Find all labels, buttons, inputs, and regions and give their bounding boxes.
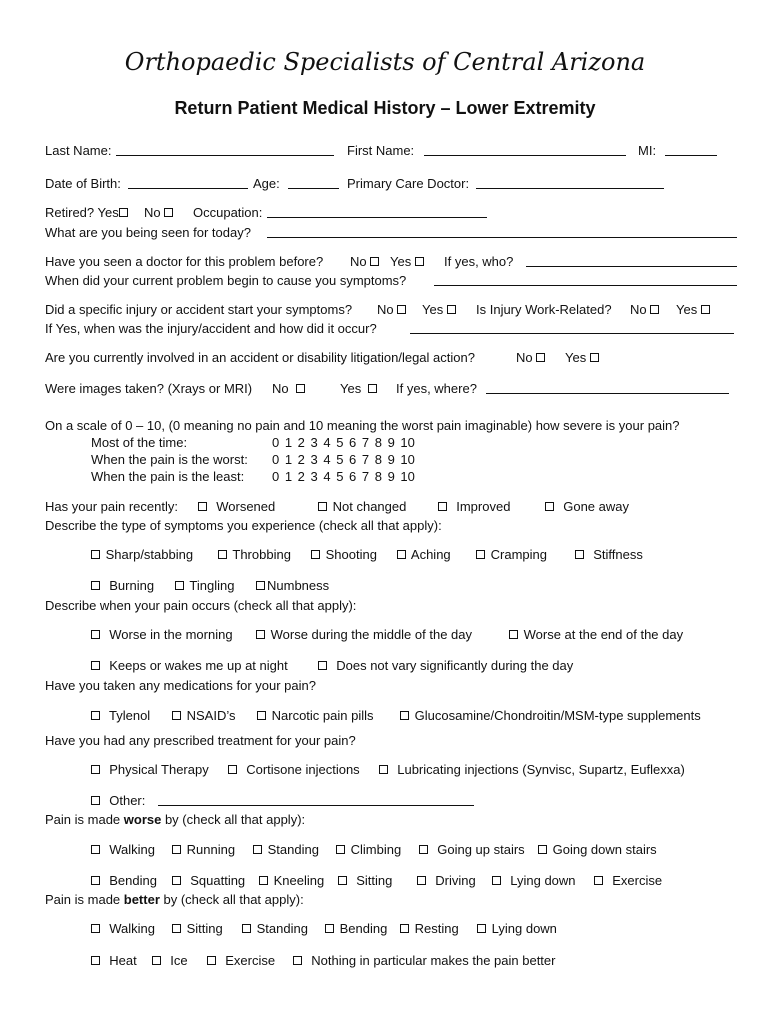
age-label: Age: [253,176,280,191]
checkbox[interactable] [400,924,409,933]
checkbox[interactable] [256,630,265,639]
option[interactable] [253,841,319,859]
how-occur-label: If Yes, when was the injury/accident and how did it occur? [45,321,377,336]
option-label: Numbness [267,578,330,593]
checkbox[interactable] [228,765,237,774]
option[interactable] [397,546,451,564]
option-label: Lying down [510,873,576,888]
option[interactable] [91,707,150,725]
if-yes-where-field[interactable] [486,393,729,394]
seen-doctor-row [0,253,770,271]
option-label: Bending [109,873,157,888]
option-label: Gone away [563,499,629,514]
checkbox[interactable] [509,630,518,639]
option-label: Lubricating injections (Synvisc, Supartz, Euflexxa) [397,762,685,777]
option[interactable] [218,546,291,564]
if-yes-where-label: If yes, where? [396,381,477,396]
option[interactable] [538,841,657,859]
pain-scale-row-label: Most of the time: [91,435,188,450]
option[interactable] [91,761,209,779]
medications-label-row [0,677,770,695]
symptoms-row [0,577,770,595]
option-label: Worse at the end of the day [523,627,684,642]
option-label: Bending [339,921,388,936]
retired-no-label: No [144,205,161,220]
pain-recent-label: Has your pain recently: [45,499,178,514]
option-label: Worse during the middle of the day [270,627,472,642]
how-occur-field[interactable] [410,333,734,334]
checkbox[interactable] [91,876,100,885]
checkbox[interactable] [318,661,327,670]
injury-yes-label: Yes [422,302,444,317]
mi-field[interactable] [665,155,717,156]
treatment-label: Have you had any prescribed treatment for your pain? [45,733,356,748]
checkbox[interactable] [198,502,207,511]
option-label: Sitting [356,873,393,888]
option-label: Ice [170,953,188,968]
option[interactable] [256,626,472,644]
option-label: Tylenol [109,708,151,723]
option[interactable] [379,761,685,779]
injury-label: Did a specific injury or accident start your symptoms? [45,302,353,317]
symptoms-row [0,546,770,564]
dob-field[interactable] [128,188,248,189]
option[interactable] [91,920,155,938]
occurs-row [0,657,770,675]
option[interactable] [91,841,155,859]
checkbox[interactable] [338,876,347,885]
option-label: Exercise [612,873,663,888]
pcp-label: Primary Care Doctor: [347,176,470,191]
images-yes-label: Yes [340,381,362,396]
option[interactable] [438,498,510,516]
other-label: Other: [109,793,146,808]
option[interactable] [400,920,459,938]
occurs-label-row [0,597,770,615]
checkbox[interactable] [545,502,554,511]
seen-doctor-no-label: No [350,254,367,269]
medications-label: Have you taken any medications for your pain? [45,678,316,693]
option-label: Cramping [490,547,547,562]
worse-row [0,841,770,859]
option-label: Standing [267,842,319,857]
option-label: Throbbing [232,547,291,562]
checkbox[interactable] [91,845,100,854]
retired-no-checkbox[interactable] [164,208,173,217]
seen-for-label: What are you being seen for today? [45,225,251,240]
option-label: Kneeling [273,873,325,888]
form-title: Return Patient Medical History – Lower Extremity [174,98,596,118]
pain-scale-numbers[interactable]: 0 1 2 3 4 5 6 7 8 9 10 [272,452,415,467]
pain-scale-numbers[interactable]: 0 1 2 3 4 5 6 7 8 9 10 [272,469,415,484]
dob-label: Date of Birth: [45,176,121,191]
seen-for-row [0,224,770,242]
checkbox[interactable] [259,876,268,885]
age-field[interactable] [288,188,339,189]
occupation-field[interactable] [267,217,487,218]
last-name-field[interactable] [116,155,334,156]
option-label: Does not vary significantly during the day [336,658,574,673]
option[interactable] [152,952,188,970]
better-row [0,920,770,938]
option[interactable] [338,872,392,890]
checkbox[interactable] [594,876,603,885]
option[interactable] [228,761,360,779]
pain-recent-row [0,498,770,516]
option-label: Aching [410,547,451,562]
option-label: Running [186,842,236,857]
checkbox[interactable] [575,550,584,559]
checkbox[interactable] [538,845,547,854]
other-field[interactable] [158,805,474,806]
better-label-row [0,891,770,909]
option-label: Worse in the morning [109,627,233,642]
checkbox[interactable] [172,711,181,720]
injury-row [0,301,770,319]
treatment-label-row [0,732,770,750]
checkbox[interactable] [91,956,100,965]
checkbox[interactable] [492,876,501,885]
checkbox[interactable] [172,876,181,885]
if-yes-who-label: If yes, who? [444,254,514,269]
seen-doctor-yes-checkbox[interactable] [415,257,424,266]
injury-no-label: No [377,302,394,317]
checkbox[interactable] [438,502,447,511]
option[interactable] [172,707,236,725]
checkbox[interactable] [397,550,406,559]
option[interactable] [400,707,701,725]
occupation-label: Occupation: [193,205,263,220]
option[interactable] [172,920,223,938]
worse-label: Pain is made worse by (check all that apply): [45,812,306,827]
pain-scale-question-row [0,417,770,435]
checkbox[interactable] [419,845,428,854]
work-yes-label: Yes [676,302,698,317]
option[interactable] [91,792,145,810]
option-label: Narcotic pain pills [271,708,374,723]
checkbox[interactable] [417,876,426,885]
option[interactable] [91,546,193,564]
option[interactable] [172,872,245,890]
injury-no-checkbox[interactable] [397,305,406,314]
retired-row [0,204,770,222]
checkbox[interactable] [400,711,409,720]
checkbox[interactable] [477,924,486,933]
checkbox[interactable] [207,956,216,965]
option[interactable] [91,872,157,890]
option-label: Driving [435,873,476,888]
if-yes-who-field[interactable] [526,266,737,267]
checkbox[interactable] [257,711,266,720]
option-label: Nothing in particular makes the pain better [311,953,556,968]
option-label: Keeps or wakes me up at night [109,658,288,673]
pain-scale-row [0,468,770,486]
option[interactable] [336,841,401,859]
seen-doctor-no-checkbox[interactable] [370,257,379,266]
pain-scale-row [0,451,770,469]
better-label: Pain is made better by (check all that apply): [45,892,304,907]
symptoms-label: Describe the type of symptoms you experience (check all that apply): [45,518,442,533]
option[interactable] [311,546,377,564]
option-label: Heat [109,953,137,968]
option[interactable] [91,657,288,675]
option[interactable] [91,626,233,644]
option[interactable] [91,952,137,970]
litigation-yes-label: Yes [565,350,587,365]
option[interactable] [257,707,374,725]
option-label: Walking [109,842,155,857]
when-begin-label: When did your current problem begin to cause you symptoms? [45,273,407,288]
first-name-field[interactable] [424,155,626,156]
when-begin-field[interactable] [434,285,737,286]
litigation-row [0,349,770,367]
images-label: Were images taken? (Xrays or MRI) [45,381,253,396]
option[interactable] [172,841,235,859]
option[interactable] [575,546,643,564]
how-occur-row [0,320,770,338]
option[interactable] [594,872,662,890]
option[interactable] [175,577,234,595]
name-row [0,142,770,160]
checkbox[interactable] [91,765,100,774]
checkbox[interactable] [318,502,327,511]
option[interactable] [207,952,275,970]
option-label: Improved [456,499,511,514]
litigation-label: Are you currently involved in an accident or disability litigation/legal action? [45,350,475,365]
better-row [0,952,770,970]
first-name-label: First Name: [347,143,415,158]
occurs-label: Describe when your pain occurs (check all that apply): [45,598,357,613]
checkbox[interactable] [325,924,334,933]
option[interactable] [91,577,154,595]
option[interactable] [509,626,683,644]
option[interactable] [259,872,324,890]
worse-row [0,872,770,890]
checkbox[interactable] [293,956,302,965]
option-label: Walking [109,921,155,936]
occurs-row [0,626,770,644]
work-yes-checkbox[interactable] [701,305,710,314]
seen-doctor-label: Have you seen a doctor for this problem before? [45,254,324,269]
option-label: Exercise [225,953,276,968]
medications-row [0,707,770,725]
option-label: Squatting [190,873,246,888]
option[interactable] [492,872,576,890]
option-label: Shooting [325,547,377,562]
option[interactable] [417,872,476,890]
option[interactable] [476,546,547,564]
checkbox[interactable] [91,550,100,559]
checkbox[interactable] [172,924,181,933]
checkbox[interactable] [91,924,100,933]
treatment-row [0,761,770,779]
checkbox[interactable] [91,711,100,720]
practice-name: Orthopaedic Specialists of Central Arizona [124,48,646,76]
checkbox[interactable] [218,550,227,559]
option-label: Worsened [216,499,276,514]
seen-doctor-yes-label: Yes [390,254,412,269]
option-label: Resting [414,921,459,936]
seen-for-field[interactable] [267,237,737,238]
dob-row [0,175,770,193]
option-label: Burning [109,578,155,593]
checkbox[interactable] [379,765,388,774]
pain-scale-question: On a scale of 0 – 10, (0 meaning no pain and 10 meaning the worst pain imaginable) how severe is your pain? [45,418,680,433]
treatment-other-row [0,792,770,810]
pain-scale-row-label: When the pain is the worst: [91,452,248,467]
option-label: Going down stairs [552,842,657,857]
option-label: Climbing [350,842,402,857]
option-label: Lying down [491,921,557,936]
option[interactable] [419,841,525,859]
option[interactable] [242,920,308,938]
checkbox[interactable] [91,796,100,805]
checkbox[interactable] [253,845,262,854]
symptoms-label-row [0,517,770,535]
work-related-label: Is Injury Work-Related? [476,302,612,317]
option[interactable] [256,577,329,595]
images-yes-checkbox[interactable] [368,384,377,393]
pain-scale-numbers[interactable]: 0 1 2 3 4 5 6 7 8 9 10 [272,435,415,450]
option[interactable] [545,498,629,516]
option-label: Standing [256,921,308,936]
checkbox[interactable] [91,581,100,590]
last-name-label: Last Name: [45,143,112,158]
worse-label-row [0,811,770,829]
work-no-label: No [630,302,647,317]
checkbox[interactable] [152,956,161,965]
pcp-field[interactable] [476,188,664,189]
retired-yes-checkbox[interactable] [119,208,128,217]
images-no-label: No [272,381,289,396]
option[interactable] [318,498,406,516]
checkbox[interactable] [172,845,181,854]
option-label: Stiffness [593,547,643,562]
option-label: Tingling [189,578,235,593]
when-begin-row [0,272,770,290]
checkbox[interactable] [311,550,320,559]
option[interactable] [293,952,555,970]
checkbox[interactable] [256,581,265,590]
work-no-checkbox[interactable] [650,305,659,314]
option[interactable] [325,920,387,938]
checkbox[interactable] [336,845,345,854]
retired-label: Retired? Yes [45,205,119,220]
option-label: NSAID’s [186,708,236,723]
option[interactable] [477,920,557,938]
litigation-no-checkbox[interactable] [536,353,545,362]
option-label: Cortisone injections [246,762,360,777]
option-label: Glucosamine/Chondroitin/MSM-type supplements [414,708,701,723]
images-row [0,380,770,398]
option-label: Physical Therapy [109,762,209,777]
images-no-checkbox[interactable] [296,384,305,393]
pain-scale-row [0,434,770,452]
option-label: Going up stairs [437,842,525,857]
checkbox[interactable] [242,924,251,933]
checkbox[interactable] [476,550,485,559]
mi-label: MI: [638,143,657,158]
litigation-yes-checkbox[interactable] [590,353,599,362]
injury-yes-checkbox[interactable] [447,305,456,314]
option-label: Sharp/stabbing [105,547,194,562]
option-label: Sitting [186,921,223,936]
checkbox[interactable] [91,661,100,670]
checkbox[interactable] [175,581,184,590]
checkbox[interactable] [91,630,100,639]
pain-scale-row-label: When the pain is the least: [91,469,245,484]
option-label: Not changed [332,499,407,514]
option[interactable] [198,498,275,516]
option[interactable] [318,657,573,675]
litigation-no-label: No [516,350,533,365]
